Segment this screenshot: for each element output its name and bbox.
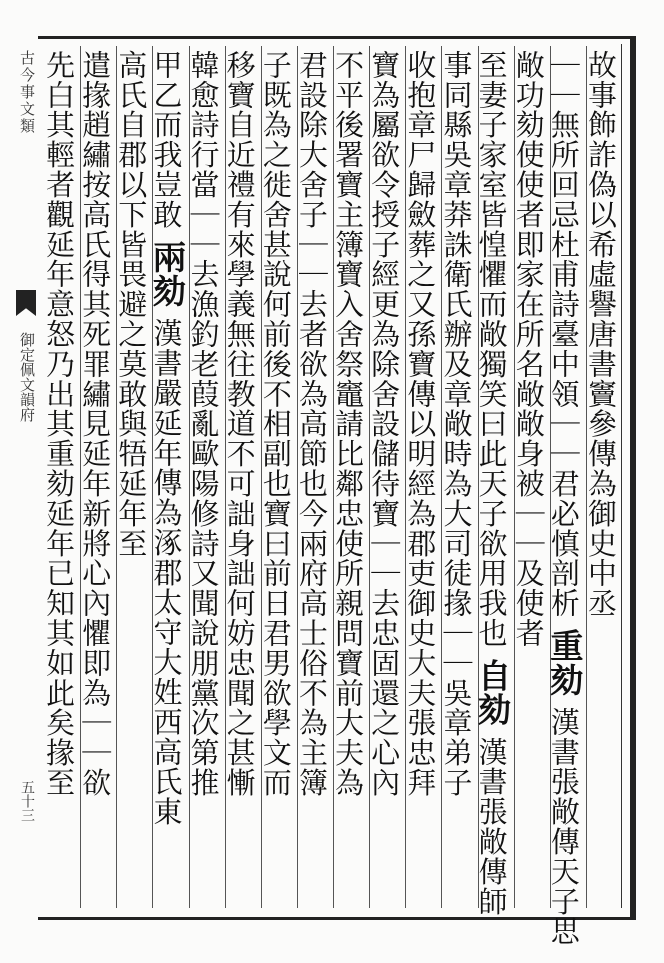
- margin-page-number: 五十三: [19, 780, 35, 822]
- margin-book-title: 古今事文類: [18, 50, 36, 135]
- text-segment: 漢書張敞傳師: [474, 736, 509, 917]
- text-segment: 先白其輕者觀延年意怒乃出其重劾延年已知其如此矣掾至: [42, 50, 77, 798]
- entry-heading: 重劾: [544, 628, 584, 697]
- margin-section-title: 御定佩文韻府: [18, 332, 36, 422]
- center-margin-strip: [14, 40, 38, 914]
- text-segment: 子既為之徙舍甚說何前後不相副也寶曰前日君男欲學文而: [258, 50, 293, 798]
- fishtail-mark-icon: [16, 290, 36, 316]
- text-segment: 漢書張敞傳天子思: [546, 706, 581, 947]
- text-segment: 韓愈詩行當｜｜去漁釣老葭亂歐陽修詩又聞說朋黨次第推: [186, 50, 221, 798]
- text-segment: 高氏自郡以下皆畏避之莫敢與牾延年至: [114, 50, 149, 559]
- text-segment: 不平後署寶主簿寶入舍祭竈請比鄰忠使所親問寶前大夫為: [331, 50, 366, 798]
- text-segment: 至妻子家室皆惶懼而敞獨笑曰此天子欲用我也: [474, 50, 509, 648]
- text-segment: ｜｜無所回忌杜甫詩臺中領｜｜君必慎剖析: [546, 50, 581, 619]
- text-segment: 敞功劾使使者即家在所名敞敞身被｜｜及使者: [511, 50, 546, 648]
- entry-heading: 兩劾: [147, 239, 187, 309]
- text-segment: 漢書嚴延年傳為涿郡太守大姓西高氏東: [149, 318, 184, 827]
- entry-heading: 自劾: [472, 658, 512, 727]
- text-segment: 寶為屬欲令授子經更為除舍設儲待寶｜｜去忠固還之心內: [367, 50, 402, 798]
- text-columns: [42, 46, 622, 947]
- text-segment: 移寶自近禮有來學義無往教道不可詘身詘何妨忠聞之甚慚: [222, 50, 257, 798]
- text-segment: 故事飾詐偽以希虛譽唐書竇參傳為御史中丞: [584, 50, 618, 619]
- text-segment: 君設除大舍子｜｜去者欲為高節也今兩府高士俗不為主簿: [295, 50, 329, 798]
- text-segment: 遣掾趙繡按高氏得其死罪繡見延年新將心內懼即為｜｜欲: [78, 50, 113, 798]
- text-column: [586, 46, 622, 908]
- text-segment: 事同縣吳章莽誅衛氏辦及章敞時為大司徒掾｜｜吳章弟子: [439, 50, 474, 798]
- text-segment: 甲乙而我豈敢: [149, 50, 184, 230]
- text-segment: 收抱章尸歸斂葬之又孫寶傳以明經為郡吏御史大夫張忠拜: [403, 50, 438, 798]
